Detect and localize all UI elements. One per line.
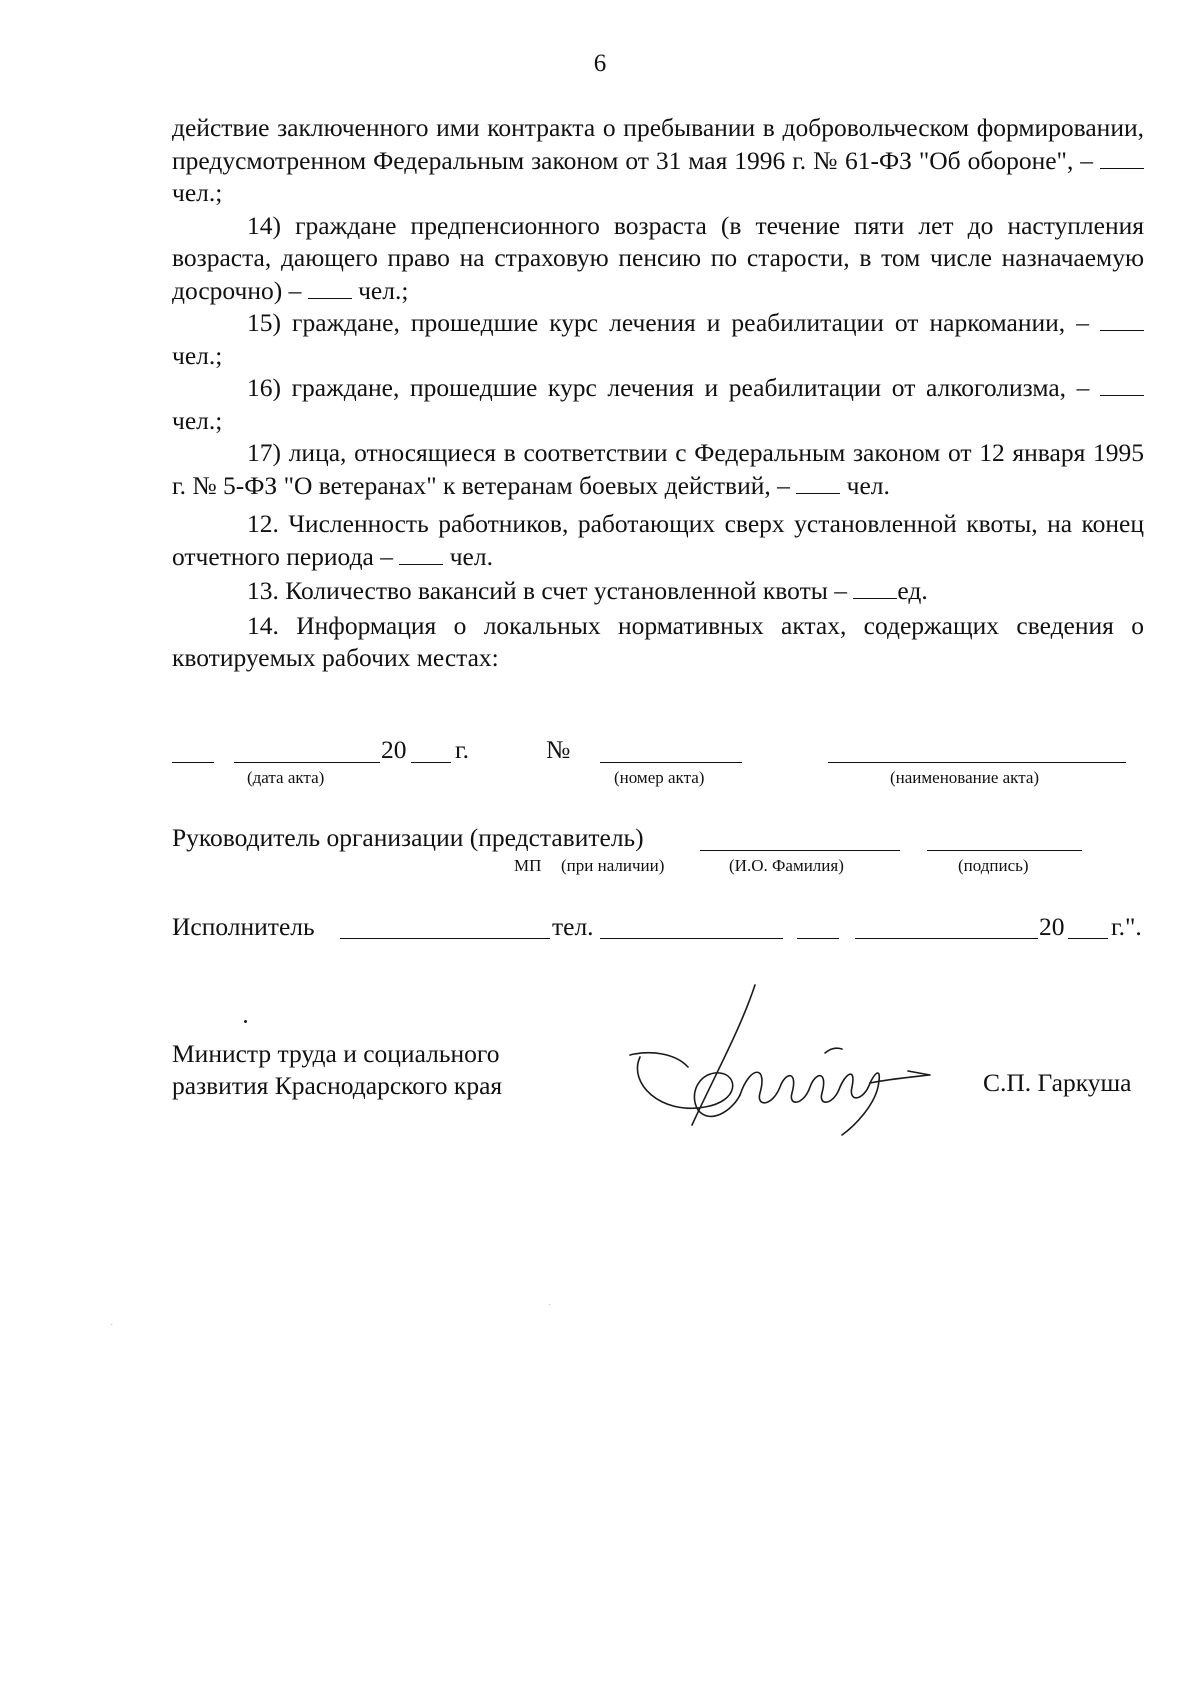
executor-tel-label: тел. (552, 912, 594, 941)
paragraph-section-13: 13. Количество вакансий в счет установленной квоты – ед. (247, 576, 928, 605)
act-date-caption: (дата акта) (247, 768, 325, 787)
blank-field (1100, 372, 1144, 396)
paragraph-item-17: 17) лица, относящиеся в соответствии с Федеральным законом от 12 января 1995 г. № 5-ФЗ "О ветеранах" к ветеранам боевых действий, – чел. (172, 438, 1144, 500)
stray-dot (244, 1020, 247, 1023)
executor-name-line (340, 938, 550, 939)
act-name-caption: (наименование акта) (890, 768, 1040, 787)
paragraph-item-15: 15) граждане, прошедшие курс лечения и реабилитации от наркомании, – чел.; (172, 307, 1144, 372)
mp-label: МП (514, 856, 542, 875)
executor-year-prefix: 20 (1039, 912, 1065, 941)
act-day-line (172, 762, 214, 763)
executor-month-line (855, 938, 1038, 939)
act-year-prefix: 20 (381, 735, 407, 764)
executor-year-line (1068, 938, 1108, 939)
act-year-line (411, 762, 451, 763)
blank-field (853, 575, 897, 599)
executor-year-suffix: г.". (1111, 912, 1142, 941)
paragraph-item-14: 14) граждане предпенсионного возраста (в течение пяти лет до наступления возраста, дающего право на страховую пенсию по старости, в том числе назначаемую досрочно) – чел.; (172, 210, 1144, 305)
head-sign-line (927, 850, 1082, 851)
executor-day-line (797, 938, 839, 939)
paragraph-section-12: 12. Численность работников, работающих сверх установленной квоты, на конец отчетного периода – чел. (172, 509, 1144, 571)
sign-caption: (подпись) (958, 856, 1029, 875)
paragraph-section-14: 14. Информация о локальных нормативных актах, содержащих сведения о квотируемых рабочих местах: (172, 610, 1144, 672)
blank-field (308, 275, 352, 299)
blank-field (399, 541, 443, 565)
act-number-sign: № (546, 735, 571, 764)
document-body (172, 112, 1144, 675)
scan-mark: · (548, 1300, 552, 1311)
blank-field (1100, 145, 1144, 169)
act-number-caption: (номер акта) (614, 768, 705, 787)
page-number: 6 (593, 50, 607, 77)
paragraph-item-16: 16) граждане, прошедшие курс лечения и реабилитации от алкоголизма, – чел.; (172, 372, 1144, 437)
blank-field (796, 470, 840, 494)
act-year-suffix: г. (455, 735, 469, 764)
act-number-line (600, 762, 742, 763)
blank-field (1100, 307, 1144, 331)
signatory-name: С.П. Гаркуша (983, 1068, 1132, 1097)
executor-tel-line (600, 938, 783, 939)
fio-caption: (И.О. Фамилия) (729, 856, 844, 875)
head-fio-line (700, 850, 900, 851)
act-name-line (828, 762, 1126, 763)
executor-label: Исполнитель (172, 912, 315, 941)
minister-position: Министр труда и социального развития Краснодарского края (172, 1039, 503, 1100)
head-label: Руководитель организации (представитель) (172, 823, 644, 852)
paragraph-13-continuation: действие заключенного ими контракта о пребывании в добровольческом формировании, предусмотренном Федеральным законом от 31 мая 1996 г. № 61-ФЗ "Об обороне", – чел.; (172, 113, 1144, 207)
act-month-line (234, 762, 380, 763)
mp-note: (при наличии) (561, 856, 665, 875)
scan-mark: · (110, 1320, 114, 1331)
handwritten-signature (620, 975, 950, 1145)
